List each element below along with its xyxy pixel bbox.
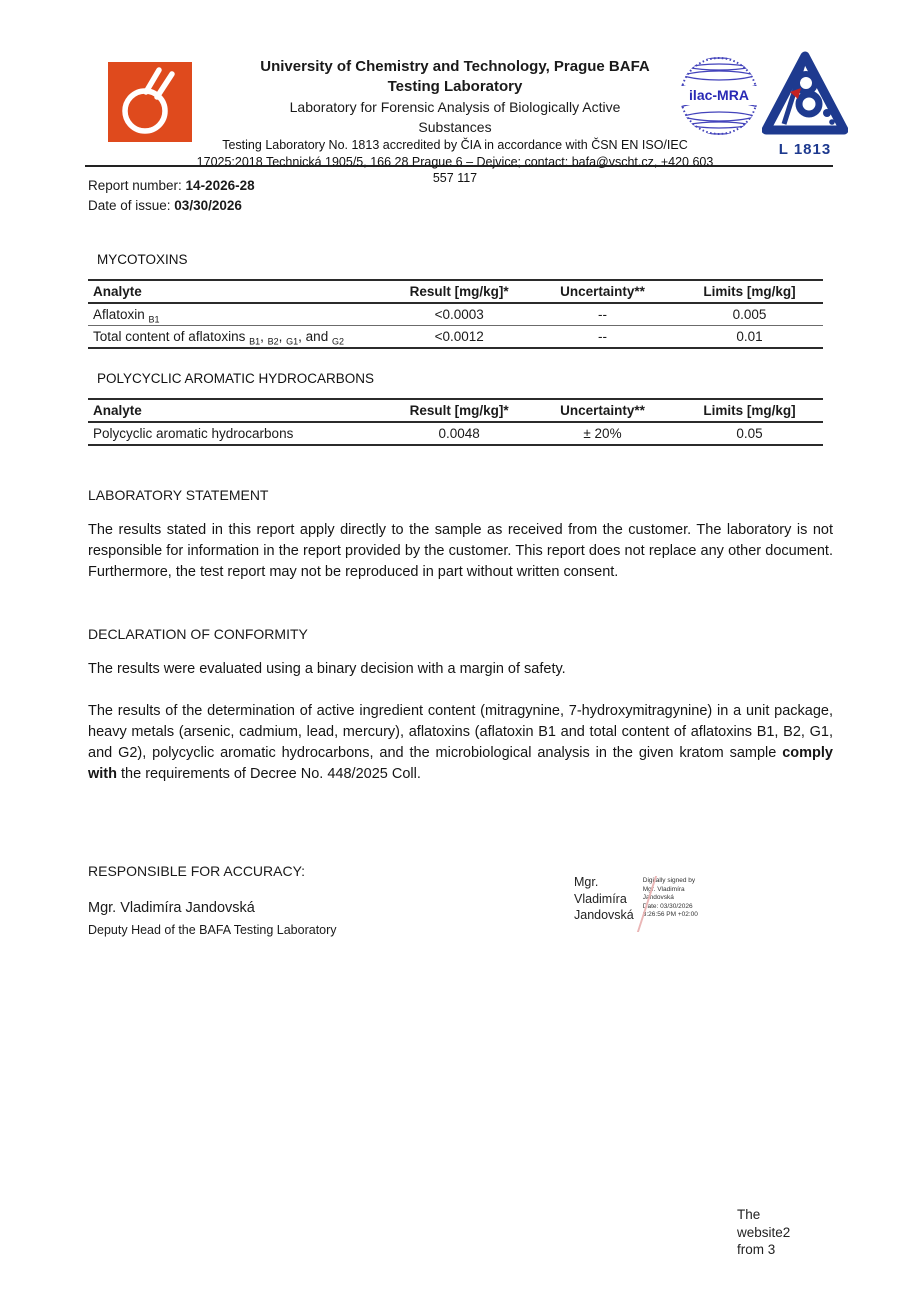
pah-section-title: POLYCYCLIC AROMATIC HYDROCARBONS	[97, 371, 375, 386]
accreditation-line2: 17025:2018 Technická 1905/5, 166 28 Prague 6 – Dejvice; contact: bafa@vscht.cz, +420 603	[196, 154, 714, 169]
pah-table	[88, 398, 823, 446]
column-header-result: Result [mg/kg]*	[389, 280, 529, 303]
page-number	[737, 1206, 790, 1259]
lab-subtitle-line2: Substances	[418, 119, 492, 135]
digital-signature-name	[574, 874, 634, 924]
column-header-limits: Limits [mg/kg]	[676, 280, 823, 303]
cell-analyte: Total content of aflatoxins $_{B1}$, $_{B2}$, $_{G1}$, and $_{G2}$	[88, 326, 389, 349]
report-number-label: Report number:	[88, 178, 186, 193]
mycotoxins-section-title: MYCOTOXINS	[97, 252, 188, 267]
cia-triangle-icon	[762, 50, 848, 138]
column-header-uncertainty: Uncertainty**	[529, 399, 676, 422]
cell-result: <0.0012	[389, 326, 529, 349]
cell-uncertainty: ± 20%	[583, 426, 622, 441]
cia-accreditation-number: L 1813	[778, 141, 832, 158]
cell-analyte: Aflatoxin $_{B1}$	[93, 307, 160, 325]
date-of-issue-row	[88, 196, 255, 216]
report-number-value: 14-2026-28	[185, 178, 255, 193]
cia-accreditation-logo	[762, 50, 848, 158]
text-line: Mgr.	[574, 875, 599, 889]
table-header-row	[88, 280, 823, 303]
responsible-for-accuracy-title: RESPONSIBLE FOR ACCURACY:	[88, 863, 306, 879]
lab-subtitle-line1: Laboratory for Forensic Analysis of Biologically Active	[289, 99, 621, 115]
text-line: 3:26:56 PM +02:00	[642, 911, 698, 919]
column-header-analyte: Analyte	[88, 399, 389, 422]
column-header-limits: Limits [mg/kg]	[676, 399, 823, 422]
text-line: Digitally signed by	[642, 877, 696, 884]
cell-limits: 0.01	[676, 326, 823, 349]
digital-signature	[574, 874, 714, 924]
laboratory-statement-text: The results stated in this report apply directly to the sample as received from the customer. The laboratory is not responsible for information in the report provided by the customer. This report does not replace any other document. Furthermore, the test report may not be reproduced in part without written consent.	[88, 522, 833, 580]
text-line: from 3	[737, 1242, 776, 1257]
column-header-analyte: Analyte	[88, 280, 389, 303]
cell-result: <0.0003	[434, 307, 484, 322]
text-line: The	[737, 1207, 761, 1222]
declaration-paragraph-1: The results were evaluated using a binary decision with a margin of safety.	[88, 661, 566, 677]
report-number-row	[88, 176, 255, 196]
laboratory-statement-title: LABORATORY STATEMENT	[88, 487, 269, 503]
text-line: Jandovská	[642, 894, 674, 902]
header-titles	[160, 57, 750, 187]
text-line: Mgr. Vladimíra	[642, 885, 685, 893]
text-line: Vladimíra	[574, 891, 627, 906]
report-body	[88, 251, 833, 938]
text-line: Date: 03/30/2026	[642, 902, 693, 910]
lab-title-line2: Testing Laboratory	[387, 78, 523, 95]
date-of-issue-value: 03/30/2026	[174, 197, 242, 213]
table-row	[88, 326, 823, 349]
report-info	[88, 176, 255, 215]
signatory-role: Deputy Head of the BAFA Testing Laboratory	[88, 923, 337, 937]
cell-uncertainty: --	[529, 326, 676, 349]
lab-title-line1: University of Chemistry and Technology, Prague BAFA	[260, 58, 650, 75]
declaration-paragraph-2: The results of the determination of active ingredient content (mitragynine, 7-hydroxymitragynine) in a unit package, heavy metals (arsenic, cadmium, lead, mercury), aflatoxins (aflatoxin B1 and total content of aflatoxins B1, B2, G1, and G2), polycyclic aromatic hydrocarbons, and the microbiological analysis in the given kratom sample comply with the requirements of Decree No. 448/2025 Coll.	[88, 703, 833, 782]
text-line: Jandovská	[574, 908, 634, 922]
column-header-result: Result [mg/kg]*	[389, 399, 529, 422]
accreditation-line1: Testing Laboratory No. 1813 accredited by ČIA in accordance with ČSN EN ISO/IEC	[222, 138, 688, 152]
column-header-uncertainty: Uncertainty**	[529, 280, 676, 303]
date-of-issue-label: Date of issue:	[88, 197, 175, 213]
ilac-mra-label: ilac-MRA	[678, 86, 760, 105]
header-divider	[85, 165, 833, 167]
cell-result: 0.0048	[438, 426, 480, 441]
table-row	[88, 422, 823, 445]
accreditation-line3: 557 117	[432, 171, 478, 185]
declaration-title: DECLARATION OF CONFORMITY	[88, 626, 308, 642]
table-row	[88, 303, 823, 326]
table-header-row	[88, 399, 823, 422]
cell-limits: 0.05	[736, 426, 763, 441]
cell-analyte: Polycyclic aromatic hydrocarbons	[93, 426, 294, 441]
cell-uncertainty: --	[597, 307, 607, 322]
ilac-mra-logo	[678, 55, 760, 137]
text-line: website2	[737, 1224, 791, 1240]
mycotoxins-table	[88, 279, 823, 349]
signatory-name: Mgr. Vladimíra Jandovská	[88, 900, 255, 916]
cell-limits: 0.005	[732, 307, 767, 322]
